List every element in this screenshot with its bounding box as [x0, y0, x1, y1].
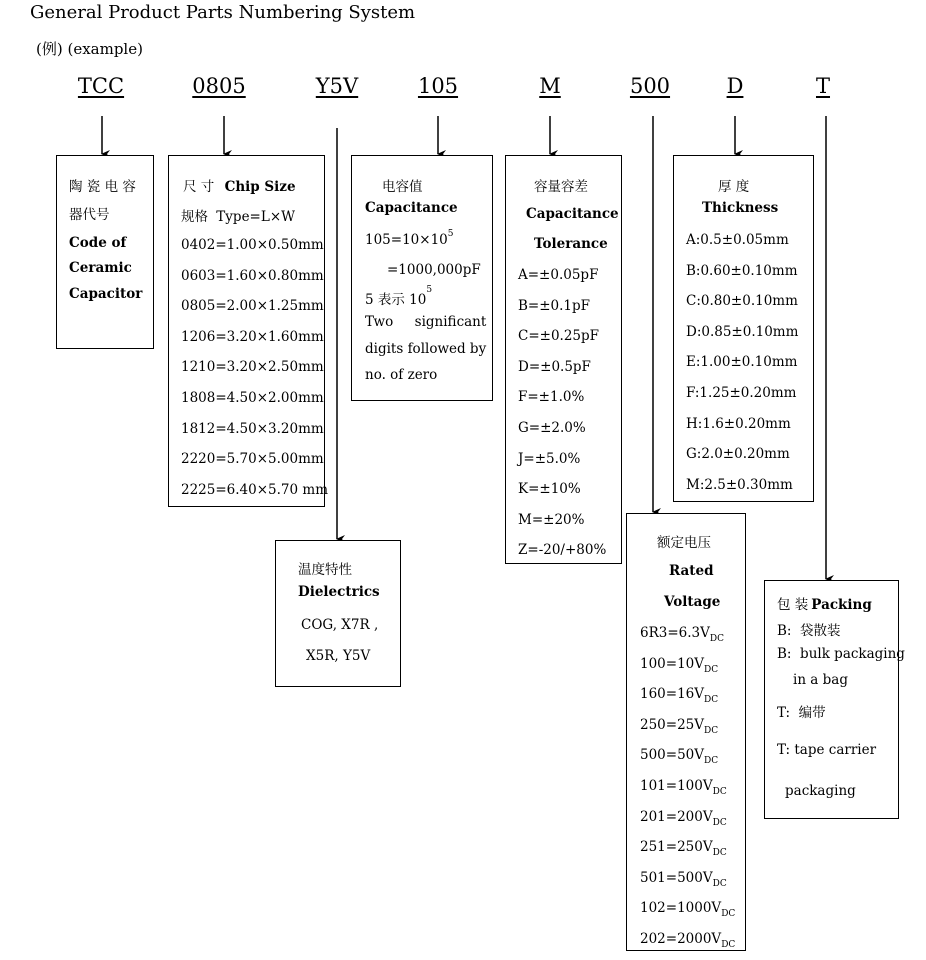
tolerance-row: A=±0.05pF	[518, 267, 599, 283]
code-tolerance: M	[539, 74, 561, 98]
code-capacitance: 105	[417, 74, 459, 98]
box-code-en1: Code of	[69, 235, 127, 251]
size-row: 0805=2.00×1.25mm	[181, 298, 324, 315]
box-dielectric-en: Dielectrics	[298, 584, 380, 600]
box-cap-ex1: $105=10\times 10^5$	[365, 229, 454, 248]
box-pack-l3: in a bag	[793, 672, 848, 688]
box-code-cn2: 器代号	[69, 207, 110, 223]
box-pack-l1: B: 袋散装	[777, 623, 841, 639]
box-cap-d3: no. of zero	[365, 367, 438, 383]
voltage-row: $100=10V_{DC}$	[640, 655, 719, 675]
box-tol-cn: 容量容差	[534, 179, 588, 195]
box-volt-cn: 额定电压	[657, 535, 711, 551]
voltage-row: $102=1000V_{DC}$	[640, 900, 736, 920]
tolerance-row: G=±2.0%	[518, 420, 586, 436]
box-capacitance	[351, 155, 493, 401]
voltage-row: $500=50V_{DC}$	[640, 747, 719, 767]
tolerance-row: D=±0.5pF	[518, 358, 591, 375]
box-tolerance	[505, 155, 622, 564]
thickness-row: C:0.80±0.10mm	[686, 293, 798, 310]
voltage-row: $250=25V_{DC}$	[640, 716, 719, 736]
box-dielectric-l2: X5R, Y5V	[306, 648, 371, 664]
box-dielectric-cn: 温度特性	[298, 562, 352, 578]
box-size-header	[183, 175, 296, 195]
box-cap-d1: Two significant	[365, 314, 487, 330]
voltage-row: $251=250V_{DC}$	[640, 839, 727, 859]
box-code-en2: Ceramic	[69, 260, 132, 276]
voltage-row: $202=2000V_{DC}$	[640, 931, 736, 950]
voltage-row: $201=200V_{DC}$	[640, 808, 727, 828]
size-row: 1808=4.50×2.00mm	[181, 390, 324, 406]
size-row: 1812=4.50×3.20mm	[181, 420, 324, 437]
code-dielectric: Y5V	[315, 74, 359, 98]
box-pack-l6: packaging	[785, 783, 856, 799]
box-dielectric-l1: COG, X7R ,	[301, 617, 379, 633]
box-cap-en: Capacitance	[365, 200, 458, 216]
box-size-en: Chip Size	[224, 179, 296, 195]
box-pack-l5: T: tape carrier	[777, 742, 877, 758]
box-thickness	[673, 155, 814, 502]
box-pack-header	[777, 593, 872, 613]
size-row: 2220=5.70×5.00mm	[181, 451, 324, 468]
code-packing: T	[815, 74, 831, 98]
box-pack-l4: T: 编带	[777, 705, 826, 721]
box-code-en3: Capacitor	[69, 286, 143, 302]
box-size-type	[181, 205, 295, 225]
box-size-type-en: Type=L×W	[216, 209, 296, 225]
box-volt-en2: Voltage	[664, 594, 721, 610]
tolerance-row: C=±0.25pF	[518, 328, 600, 345]
voltage-row: $6R3=6.3V_{DC}$	[640, 625, 724, 644]
box-voltage	[626, 513, 746, 951]
box-cap-ex3: 5 表示 $10^5$	[365, 285, 433, 308]
thickness-row: D:0.85±0.10mm	[686, 323, 799, 340]
thickness-row: F:1.25±0.20mm	[686, 385, 797, 401]
box-tol-en1: Capacitance	[526, 206, 619, 222]
box-volt-en1: Rated	[669, 563, 714, 579]
tolerance-row: K=±10%	[518, 481, 581, 498]
thickness-row: A:0.5±0.05mm	[686, 232, 789, 248]
example-label: (例) (example)	[36, 40, 143, 58]
thickness-row: G:2.0±0.20mm	[686, 446, 790, 463]
box-dielectric	[275, 540, 401, 687]
box-code	[56, 155, 154, 349]
size-row: 1210=3.20×2.50mm	[181, 359, 324, 376]
box-pack-en: Packing	[811, 597, 872, 613]
code-tcc: TCC	[77, 74, 125, 98]
code-size: 0805	[192, 74, 246, 98]
tolerance-row: Z=-20/+80%	[518, 542, 607, 559]
box-thick-cn: 厚 度	[718, 179, 750, 195]
box-thick-en: Thickness	[702, 200, 779, 216]
size-row: 0402=1.00×0.50mm	[181, 237, 324, 253]
box-cap-ex2: =1000,000pF	[387, 262, 481, 278]
thickness-row: H:1.6±0.20mm	[686, 415, 791, 432]
code-thickness: D	[726, 74, 744, 98]
tolerance-row: F=±1.0%	[518, 389, 585, 406]
box-size-cn: 尺 寸	[183, 179, 215, 195]
size-row: 1206=3.20×1.60mm	[181, 328, 324, 345]
box-cap-cn: 电容值	[382, 179, 423, 195]
thickness-row: B:0.60±0.10mm	[686, 262, 798, 279]
box-code-cn1: 陶 瓷 电 容	[69, 179, 136, 195]
voltage-row: $160=16V_{DC}$	[640, 686, 719, 706]
size-row: 0603=1.60×0.80mm	[181, 267, 324, 284]
box-cap-d2: digits followed by	[365, 341, 487, 357]
box-size-type-cn: 规格	[181, 209, 208, 225]
box-pack-cn: 包 装	[777, 597, 809, 613]
box-packing	[764, 580, 905, 819]
size-row: 2225=6.40×5.70 mm	[181, 481, 328, 498]
voltage-row: $501=500V_{DC}$	[640, 869, 727, 889]
tolerance-row: M=±20%	[518, 511, 585, 528]
thickness-row: M:2.5±0.30mm	[686, 476, 793, 493]
box-chip-size	[168, 155, 328, 507]
thickness-row: E:1.00±0.10mm	[686, 354, 798, 371]
voltage-row: $101=100V_{DC}$	[640, 778, 727, 797]
box-tol-en2: Tolerance	[534, 236, 608, 252]
box-pack-l2: B: bulk packaging	[777, 646, 905, 662]
tolerance-row: J=±5.0%	[518, 450, 581, 467]
page-title: General Product Parts Numbering System	[30, 2, 416, 23]
tolerance-row: B=±0.1pF	[518, 297, 591, 314]
code-voltage: 500	[629, 74, 671, 98]
